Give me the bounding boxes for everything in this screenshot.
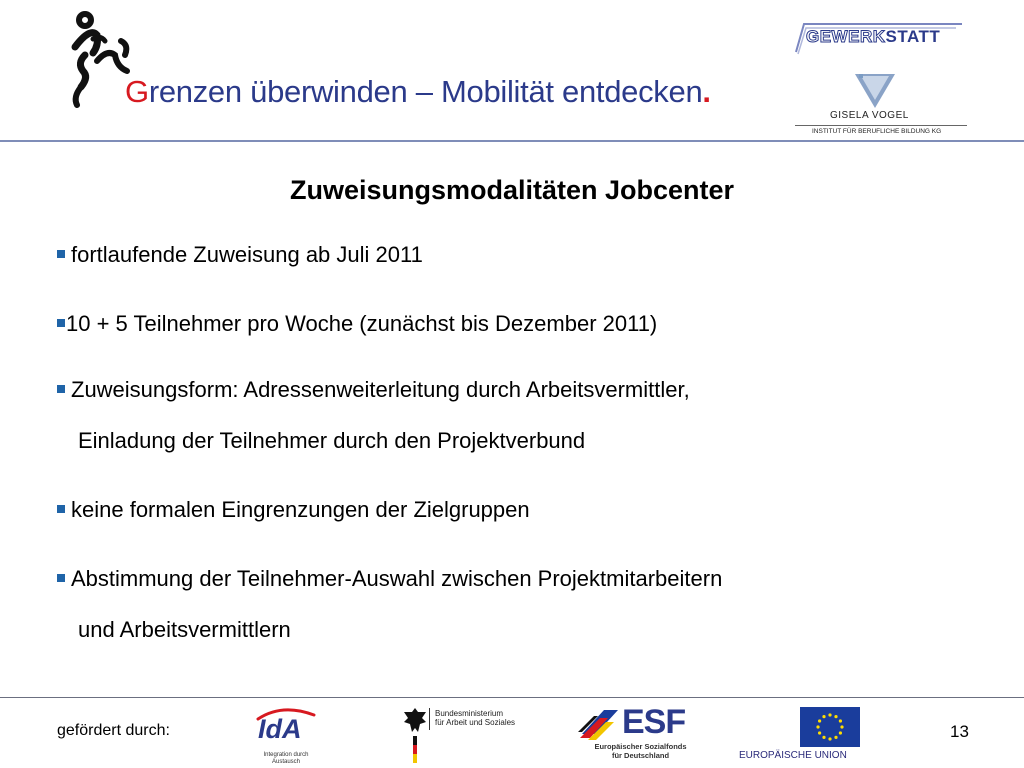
gisela-vogel-name: GISELA VOGEL bbox=[830, 110, 909, 121]
bullet-text: 10 + 5 Teilnehmer pro Woche (zunächst bis Dezember 2011) bbox=[66, 311, 658, 336]
esf-line2: für Deutschland bbox=[611, 751, 670, 760]
eu-flag-icon bbox=[800, 707, 860, 747]
bmas-divider bbox=[429, 708, 430, 730]
bullet-text: Zuweisungsform: Adressenweiterleitung durch Arbeitsvermittler, bbox=[71, 377, 690, 402]
page-number: 13 bbox=[950, 722, 969, 741]
bullet-item bbox=[57, 553, 722, 605]
bullet-square-icon bbox=[57, 574, 65, 582]
bullet-item bbox=[57, 229, 423, 281]
bmas-line1: Bundesministerium bbox=[435, 709, 504, 718]
eu-logo-text: EUROPÄISCHE UNION bbox=[739, 750, 847, 761]
bullet-continuation: Einladung der Teilnehmer durch den Projektverbund bbox=[78, 428, 586, 453]
bullet-text: fortlaufende Zuweisung ab Juli 2011 bbox=[71, 242, 423, 267]
slide-title: Zuweisungsmodalitäten Jobcenter bbox=[289, 175, 735, 205]
gisela-vogel-divider bbox=[795, 125, 967, 126]
bullet-item bbox=[57, 484, 530, 536]
gisela-vogel-subtitle: INSTITUT FÜR BERUFLICHE BILDUNG KG bbox=[812, 128, 942, 135]
federal-eagle-icon bbox=[402, 706, 428, 764]
bullet-square-icon bbox=[57, 250, 65, 258]
bullet-text: keine formalen Eingrenzungen der Zielgruppen bbox=[71, 497, 530, 522]
gewerkstatt-logo bbox=[792, 18, 964, 58]
esf-flag-icon bbox=[578, 706, 622, 740]
gewerkstatt-part2: STATT bbox=[885, 27, 941, 46]
project-title-dot: . bbox=[702, 74, 711, 109]
project-title bbox=[125, 74, 711, 110]
project-title-text: renzen überwinden – Mobilität entdecken bbox=[148, 74, 703, 109]
gewerkstatt-part1: GEWERK bbox=[806, 27, 886, 46]
bullet-text: Abstimmung der Teilnehmer-Auswahl zwischen Projektmitarbeitern bbox=[71, 566, 723, 591]
esf-logo-text: ESF bbox=[622, 703, 686, 741]
bullet-square-icon bbox=[57, 385, 65, 393]
footer-divider bbox=[0, 697, 1024, 698]
ida-logo-text: IdA bbox=[258, 714, 302, 744]
project-title-initial: G bbox=[125, 74, 149, 109]
esf-line1: Europäischer Sozialfonds bbox=[594, 742, 687, 751]
ida-logo-subtitle: Integration durch Austausch bbox=[263, 752, 309, 765]
v-triangle-icon bbox=[855, 74, 895, 108]
bullet-square-icon bbox=[57, 319, 65, 327]
header-divider bbox=[0, 140, 1024, 142]
bullet-item bbox=[57, 364, 690, 416]
bmas-line2: für Arbeit und Soziales bbox=[435, 718, 516, 727]
bullet-item bbox=[57, 298, 657, 350]
bullet-continuation: und Arbeitsvermittlern bbox=[78, 617, 291, 642]
bullet-square-icon bbox=[57, 505, 65, 513]
funded-by-label: gefördert durch: bbox=[57, 722, 170, 739]
